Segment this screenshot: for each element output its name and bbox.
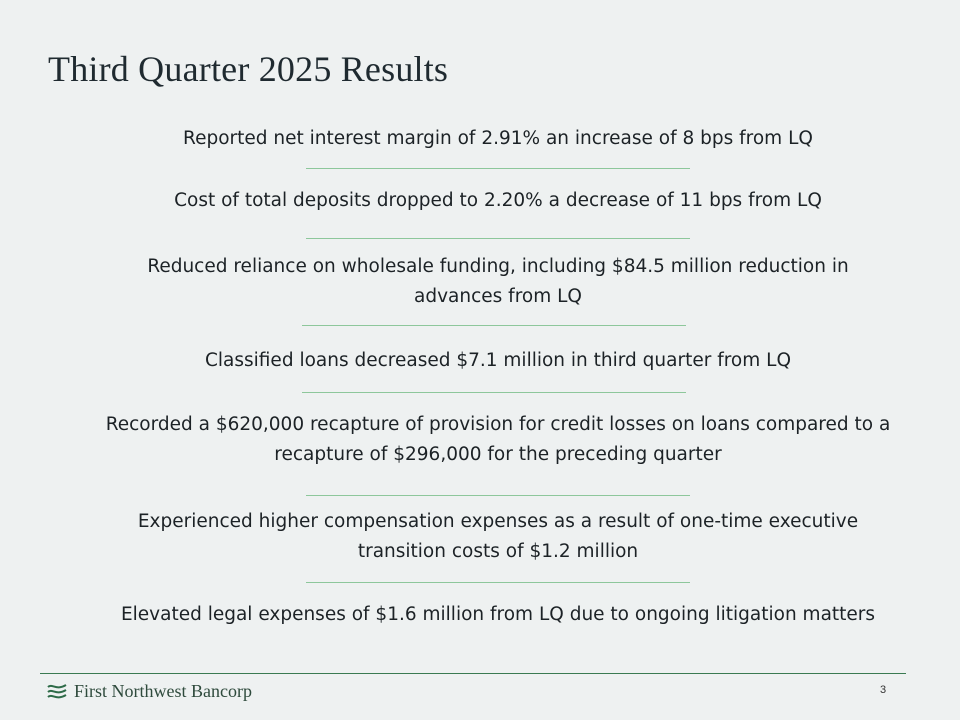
bullet-provision-recapture [60,410,936,470]
bullet-net-interest-margin [60,124,936,154]
bullet-line: recapture of $296,000 for the preceding quarter [274,444,722,465]
slide-title: Third Quarter 2025 Results [48,49,449,89]
divider [302,325,686,326]
divider [306,582,690,583]
divider [306,238,690,239]
bullet-line: Elevated legal expenses of $1.6 million from LQ due to ongoing litigation matters [120,604,876,625]
divider [306,168,690,169]
bullet-line: Experienced higher compensation expenses as a result of one-time executive [137,511,859,532]
bullet-line: Reported net interest margin of 2.91% an increase of 8 bps from LQ [183,128,813,149]
page-number: 3 [880,684,887,696]
bullet-classified-loans [60,346,936,376]
bullet-compensation-expenses [60,507,936,567]
divider [306,495,690,496]
bullet-line: Cost of total deposits dropped to 2.20% a decrease of 11 bps from LQ [174,190,822,211]
bullet-line: advances from LQ [414,286,582,307]
bullet-line: transition costs of $1.2 million [357,541,639,562]
bullet-legal-expenses [60,600,936,630]
bullet-line: Recorded a $620,000 recapture of provision for credit losses on loans compared to a [105,414,891,435]
bullet-line: Classified loans decreased $7.1 million in third quarter from LQ [204,350,792,371]
wave-leaf-icon [46,682,68,700]
bullet-wholesale-funding [60,252,936,312]
company-name: First Northwest Bancorp [74,680,252,701]
divider [302,392,686,393]
footer-rule [40,673,906,674]
company-logo [46,679,252,703]
bullet-line: Reduced reliance on wholesale funding, including $84.5 million reduction in [147,256,849,277]
bullet-cost-of-deposits [60,186,936,216]
